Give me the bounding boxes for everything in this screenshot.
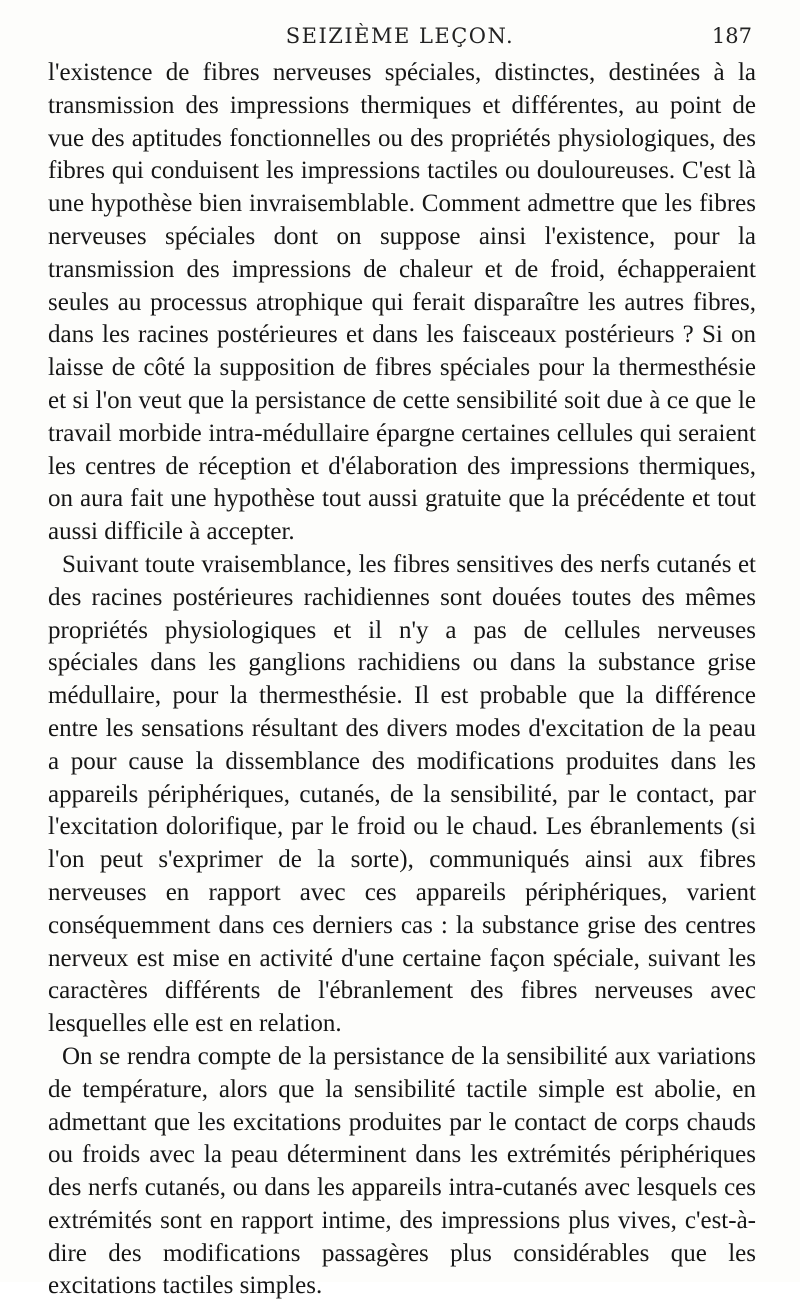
body-text [48, 57, 756, 1303]
running-title: SEIZIÈME LEÇON. [285, 24, 515, 48]
running-head [48, 24, 752, 58]
paragraph-2: Suivant toute vraisemblance, les fibres sensitives des nerfs cutanés et des racines postérieures rachidiennes sont douées toutes des mêmes propriétés physiologiques et il n'y a pas de cellules nerveuses spéciales dans les ganglions rachidiens ou dans la substance grise médullaire, pour la thermesthésie. Il est probable que la différence entre les sensations résultant des divers modes d'excitation de la peau a pour cause la dissemblance des modifications produites dans les appareils périphériques, cutanés, de la sensibilité, par le contact, par l'excitation dolorifique, par le froid ou le chaud. Les ébranlements (si l'on peut s'exprimer de la sorte), communiqués ainsi aux fibres nerveuses en rapport avec ces appareils périphériques, varient conséquemment dans ces derniers cas : la substance grise des centres nerveux est mise en activité d'une certaine façon spéciale, suivant les caractères différents de l'ébranlement des fibres nerveuses avec lesquelles elle est en relation. [48, 550, 756, 1038]
paragraph-3: On se rendra compte de la persistance de la sensibilité aux variations de température, alors que la sensibilité tactile simple est abolie, en admettant que les excitations produites par le contact de corps chauds ou froids avec la peau déterminent dans les extrémités périphériques des nerfs cutanés, ou dans les appareils intra-cutanés avec lesquels ces extrémités sont en rapport intime, des impressions plus vives, c'est-à-dire des modifications passagères plus considérables que les excitations tactiles simples. [48, 1042, 756, 1300]
page-number: 187 [711, 24, 752, 48]
paragraph-1: l'existence de fibres nerveuses spéciales, distinctes, destinées à la transmission des impressions thermiques et différentes, au point de vue des aptitudes fonctionnelles ou des propriétés physiologiques, des fibres qui conduisent les impressions tactiles ou douloureuses. C'est là une hypothèse bien invraisemblable. Comment admettre que les fibres nerveuses spéciales dont on suppose ainsi l'existence, pour la transmission des impressions de chaleur et de froid, échapperaient seules au processus atrophique qui ferait disparaître les autres fibres, dans les racines postérieures et dans les faisceaux postérieurs ? Si on laisse de côté la supposition de fibres spéciales pour la thermesthésie et si l'on veut que la persistance de cette sensibilité soit due à ce que le travail morbide intra-médullaire épargne certaines cellules qui seraient les centres de réception et d'élaboration des impressions thermiques, on aura fait une hypothèse tout aussi gratuite que la précédente et tout aussi difficile à accepter. [48, 59, 756, 546]
